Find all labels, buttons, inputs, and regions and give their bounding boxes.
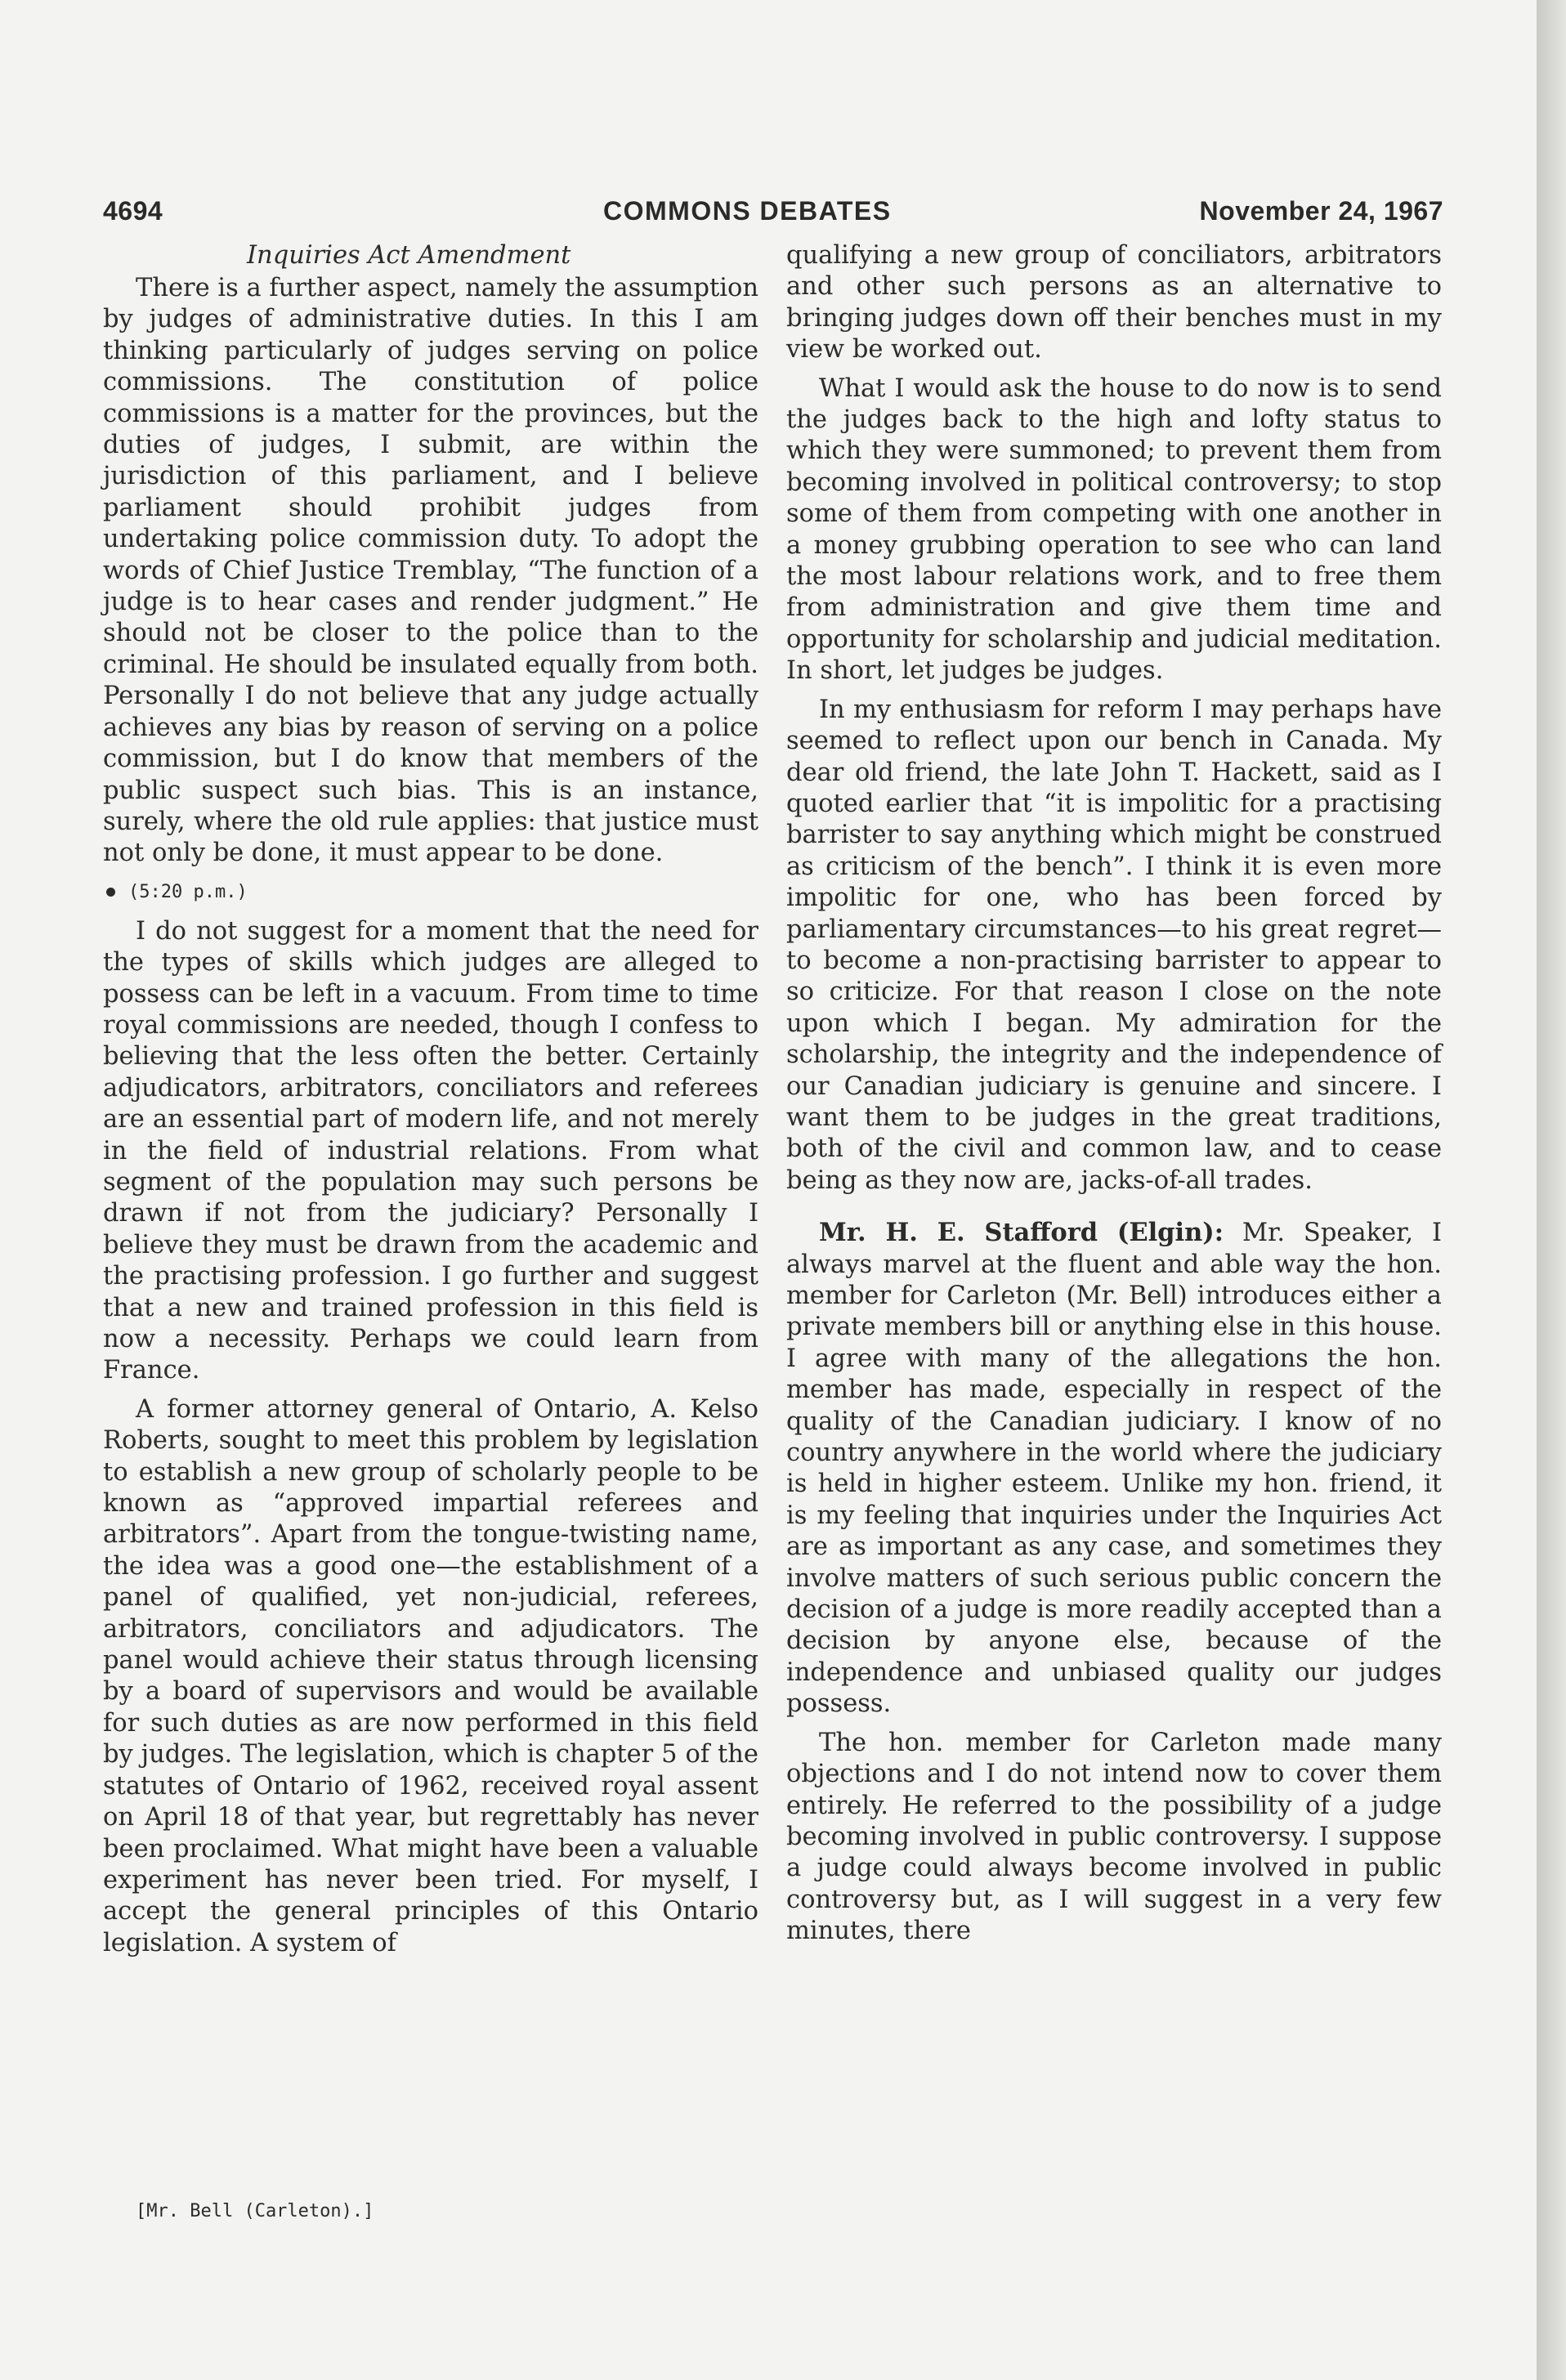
right-paragraph-4 (786, 1217, 1442, 1720)
publication-date: November 24, 1967 (1199, 196, 1443, 226)
page-header (103, 196, 1443, 237)
left-paragraph-2: I do not suggest for a moment that the need for the types of skills which judges are alleged to possess can be left in a vacuum. From time to time royal commissions are needed, though I confess to believing that the less often the better. Certainly adjudicators, arbitrators, conciliators and referees are an essential part of modern life, and not merely in the field of industrial relations. From what segment of the population may such persons be drawn if not from the judiciary? Personally I believe they must be drawn from the academic and the practising profession. I go further and suggest that a new and trained profession in this field is now a necessity. Perhaps we could learn from France. (103, 916, 758, 1385)
footer-speaker-note: [Mr. Bell (Carleton).] (136, 2201, 374, 2221)
page-edge (1537, 0, 1566, 2380)
right-paragraph-1: qualifying a new group of conciliators, arbitrators and other such persons as an alternative to bringing judges down off their benches must in my view be worked out. (786, 241, 1442, 365)
time-marker (103, 877, 758, 908)
right-column (786, 240, 1442, 1955)
speech-text: Mr. Speaker, I always marvel at the fluent and able way the hon. member for Carleton (Mr. Bell) introduces either a private members bill or anything else in this house. I agree with many of the allegations the hon. member has made, especially in respect of the quality of the Canadian judiciary. I know of no country anywhere in the world where the judiciary is held in higher esteem. Unlike my hon. friend, it is my feeling that inquiries under the Inquiries Act are as important as any case, and sometimes they involve matters of such serious public concern the decision of a judge is more readily accepted than a decision by anyone else, because of the independence and unbiased quality our judges possess. (786, 1219, 1442, 1719)
right-paragraph-2: What I would ask the house to do now is to send the judges back to the high and lofty status to which they were summoned; to prevent them from becoming involved in political controversy; to stop some of them from competing with one another in a money grubbing operation to see who can land the most labour relations work, and to free them from administration and give them time and opportunity for scholarship and judicial meditation. In short, let judges be judges. (786, 374, 1442, 686)
speech-spacer (786, 1204, 1442, 1217)
left-paragraph-3: A former attorney general of Ontario, A. Kelso Roberts, sought to meet this problem by legislation to establish a new group of scholarly people to be known as “approved impartial referees and arbitrators”. Apart from the tongue-twisting name, the idea was a good one—the establishment of a panel of qualified, yet non-judicial, referees, arbitrators, conciliators and adjudicators. The panel would achieve their status through licensing by a board of supervisors and would be available for such duties as are now performed in this field by judges. The legislation, which is chapter 5 of the statutes of Ontario of 1962, received royal assent on April 18 of that year, but regrettably has never been proclaimed. What might have been a valuable experiment has never been tried. For myself, I accept the general principles of this Ontario legislation. A system of (103, 1394, 758, 1957)
right-paragraph-5: The hon. member for Carleton made many objections and I do not intend now to cover them entirely. He referred to the possibility of a judge becoming involved in public controversy. I suppose a judge could always become involved in public controversy but, as I will suggest in a very few minutes, there (786, 1728, 1442, 1946)
page-number: 4694 (103, 196, 163, 226)
left-column (103, 240, 758, 1966)
time-marker-text: (5:20 p.m.) (128, 881, 248, 902)
left-paragraph-1: There is a further aspect, namely the assumption by judges of administrative duties. In this I am thinking particularly of judges serving on police commissions. The constitution of police commissions is a matter for the provinces, but the duties of judges, I submit, are within the jurisdiction of this parliament, and I believe parliament should prohibit judges from undertaking police commission duty. To adopt the words of Chief Justice Tremblay, “The function of a judge is to hear cases and render judgment.” He should not be closer to the police than to the criminal. He should be insulated equally from both. Personally I do not believe that any judge actually achieves any bias by reason of serving on a police commission, but I do know that members of the public suspect such bias. This is an instance, surely, where the old rule applies: that justice must not only be done, it must appear to be done. (103, 274, 758, 868)
section-title: Inquiries Act Amendment (247, 241, 571, 270)
bullet-icon (106, 888, 115, 897)
speaker-name: Mr. H. E. Stafford (Elgin): (819, 1218, 1224, 1248)
publication-title: COMMONS DEBATES (603, 196, 892, 226)
right-paragraph-3: In my enthusiasm for reform I may perhaps have seemed to reflect upon our bench in Canada. My dear old friend, the late John T. Hackett, said as I quoted earlier that “it is impolitic for a practising barrister to say anything which might be construed as criticism of the bench”. I think it is even more impolitic for one, who has been forced by parliamentary circumstances—to his great regret—to become a non-practising barrister to appear to so criticize. For that reason I close on the note upon which I began. My admiration for the scholarship, the integrity and the independence of our Canadian judiciary is genuine and sincere. I want them to be judges in the great traditions, both of the civil and common law, and to cease being as they now are, jacks-of-all trades. (786, 695, 1442, 1195)
